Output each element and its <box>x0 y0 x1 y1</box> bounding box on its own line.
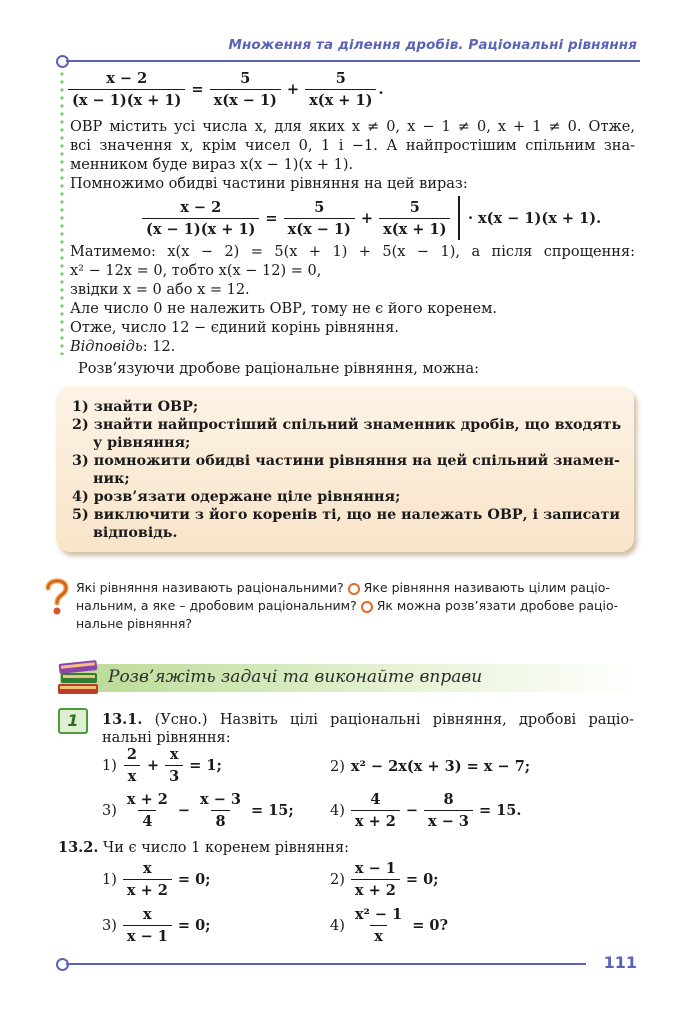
numerator: 8 <box>443 791 454 808</box>
numerator: x <box>169 746 179 763</box>
text-line: ОВР містить усі числа x, для яких x ≠ 0, x − 1 ≠ 0, x + 1 ≠ 0. Отже, <box>70 119 635 135</box>
numerator: x − 2 <box>106 70 148 87</box>
denominator: x + 2 <box>351 810 400 830</box>
review-questions-line <box>76 597 618 615</box>
denominator: x − 3 <box>424 810 473 830</box>
fraction <box>165 746 183 785</box>
item-label: 1) <box>102 757 117 774</box>
rhs: = 0? <box>412 917 449 934</box>
vertical-bar <box>458 196 460 240</box>
denominator: x <box>370 925 387 945</box>
fraction <box>305 70 376 109</box>
numerator: x <box>143 906 152 923</box>
equation-1 <box>66 70 384 109</box>
equals-sign: = <box>191 81 204 98</box>
page-number: 111 <box>603 953 637 972</box>
books-icon <box>56 654 102 698</box>
denominator: 4 <box>138 810 156 830</box>
fraction <box>424 791 473 830</box>
exercise-instruction: (Усно.) Назвіть цілі раціональні рівняння, дробові раціо- <box>154 712 634 728</box>
step-item-cont: ник; <box>93 471 130 487</box>
exercise-item <box>102 746 222 785</box>
exercise-item <box>330 758 530 775</box>
operator: − <box>405 802 419 819</box>
answer-value: : 12. <box>142 339 176 355</box>
period: . <box>378 81 384 98</box>
numerator: x − 3 <box>200 791 242 808</box>
step-item: 1) знайти ОВР; <box>72 399 199 415</box>
operator: − <box>177 802 191 819</box>
question-mark-icon <box>40 576 74 616</box>
denominator: x + 2 <box>351 879 400 899</box>
banner-title: Розв’яжіть задачі та виконайте вправи <box>108 667 483 687</box>
question: нальне рівняння? <box>76 616 192 631</box>
exercise-number: 13.1. <box>102 711 143 728</box>
step-item: 2) знайти найпростіший спільний знаменник дробів, що входять <box>72 417 622 433</box>
exercise-instruction: Чи є число 1 коренем рівняння: <box>102 840 349 856</box>
denominator: x <box>124 765 141 785</box>
step-item-cont: відповідь. <box>93 525 178 541</box>
denominator: x − 1 <box>123 925 172 945</box>
fraction <box>210 70 281 109</box>
numerator: 5 <box>240 70 251 87</box>
exercise-text <box>58 838 623 858</box>
numerator: x − 2 <box>180 198 222 216</box>
fraction <box>196 791 245 830</box>
ring-bullet-icon <box>361 601 373 613</box>
item-label: 4) <box>330 802 345 819</box>
fraction <box>123 746 141 785</box>
exercise-item <box>102 906 211 945</box>
rhs: = 15; <box>251 802 294 819</box>
equation-2 <box>140 196 601 240</box>
equals-sign: = <box>265 209 278 227</box>
difficulty-level-badge: 1 <box>58 708 88 734</box>
item-label: 4) <box>330 917 345 934</box>
denominator: x(x + 1) <box>379 218 450 238</box>
numerator: 2 <box>126 746 137 763</box>
fraction <box>351 791 400 830</box>
expression: x² − 2x(x + 3) = x − 7; <box>350 758 531 775</box>
denominator: x + 2 <box>123 879 172 899</box>
denominator: x(x − 1) <box>210 89 281 109</box>
operator: + <box>146 757 160 774</box>
text-line: Але число 0 не належить ОВР, тому не є його коренем. <box>70 301 498 317</box>
plus-sign: + <box>360 209 374 227</box>
rhs: = 0; <box>177 917 211 934</box>
text-line: Помножимо обидві частини рівняння на цей вираз: <box>70 176 468 192</box>
step-item: 3) помножити обидві частини рівняння на цей спільний знамен- <box>72 453 620 469</box>
item-label: 3) <box>102 917 117 934</box>
denominator: (x − 1)(x + 1) <box>68 89 185 109</box>
running-header: Множення та ділення дробів. Раціональні рівняння <box>228 37 637 53</box>
answer-line <box>70 338 635 357</box>
numerator: 4 <box>370 791 381 808</box>
denominator: 8 <box>211 810 229 830</box>
text-line: Отже, число 12 − єдиний корінь рівняння. <box>70 320 399 336</box>
exercise-item <box>102 791 294 830</box>
text-line: Матимемо: x(x − 2) = 5(x + 1) + 5(x − 1), а після спрощення: <box>70 244 635 260</box>
header-rule <box>66 60 640 62</box>
review-questions-line <box>76 615 192 633</box>
numerator: x² − 1 <box>354 906 403 923</box>
item-label: 3) <box>102 802 117 819</box>
question: Як можна розв’язати дробове раціо- <box>376 598 619 613</box>
denominator: 3 <box>165 765 183 785</box>
dotted-margin-line <box>60 70 64 355</box>
exercise-text: нальні рівняння: <box>102 730 231 746</box>
ring-bullet-icon <box>348 583 360 595</box>
rhs: = 0; <box>405 871 439 888</box>
exercise-text <box>102 710 634 730</box>
numerator: 5 <box>314 198 325 216</box>
denominator: x(x − 1) <box>284 218 355 238</box>
fraction <box>284 199 355 238</box>
text-line: звідки x = 0 або x = 12. <box>70 282 250 298</box>
fraction <box>379 199 450 238</box>
denominator: (x − 1)(x + 1) <box>142 218 259 238</box>
numerator: x − 1 <box>354 860 396 877</box>
step-item: 5) виключити з його коренів ті, що не належать ОВР, і записати <box>72 507 620 523</box>
rhs: = 1; <box>189 757 222 774</box>
fraction <box>123 906 172 945</box>
exercise-item <box>330 791 521 830</box>
step-item: 4) розв’язати одержане ціле рівняння; <box>72 489 401 505</box>
exercise-item <box>102 860 211 899</box>
denominator: x(x + 1) <box>305 89 376 109</box>
numerator: 5 <box>409 198 420 216</box>
question: Які рівняння називають раціональними? <box>76 580 344 595</box>
step-item-cont: у рівняння; <box>93 435 191 451</box>
fraction <box>123 791 172 830</box>
exercise-item <box>330 906 448 945</box>
question: Яке рівняння називають цілим раціо- <box>363 580 610 595</box>
text-line: менником буде вираз x(x − 1)(x + 1). <box>70 157 354 173</box>
rhs: = 0; <box>177 871 211 888</box>
fraction <box>351 860 400 899</box>
review-questions-line <box>76 579 610 597</box>
text-line: x² − 12x = 0, тобто x(x − 12) = 0, <box>70 263 322 279</box>
item-label: 1) <box>102 871 117 888</box>
rhs: = 15. <box>479 802 522 819</box>
fraction <box>68 70 185 109</box>
plus-sign: + <box>286 81 300 98</box>
numerator: x + 2 <box>126 791 168 808</box>
numerator: x <box>143 860 152 877</box>
multiplier: · x(x − 1)(x + 1). <box>467 209 602 227</box>
exercise-number: 13.2. <box>58 839 99 856</box>
fraction <box>351 906 406 945</box>
fraction <box>123 860 172 899</box>
fraction <box>142 199 259 238</box>
exercise-item <box>330 860 439 899</box>
item-label: 2) <box>330 758 345 775</box>
answer-label: Відповідь <box>70 339 143 355</box>
footer-rule <box>66 963 586 965</box>
algorithm-intro: Розв’язуючи дробове раціональне рівняння, можна: <box>78 361 480 377</box>
numerator: 5 <box>335 70 346 87</box>
item-label: 2) <box>330 871 345 888</box>
question: нальним, а яке – дробовим раціональним? <box>76 598 357 613</box>
text-line: всі значення x, крім чисел 0, 1 і −1. А найпростішим спільним зна- <box>70 138 635 154</box>
